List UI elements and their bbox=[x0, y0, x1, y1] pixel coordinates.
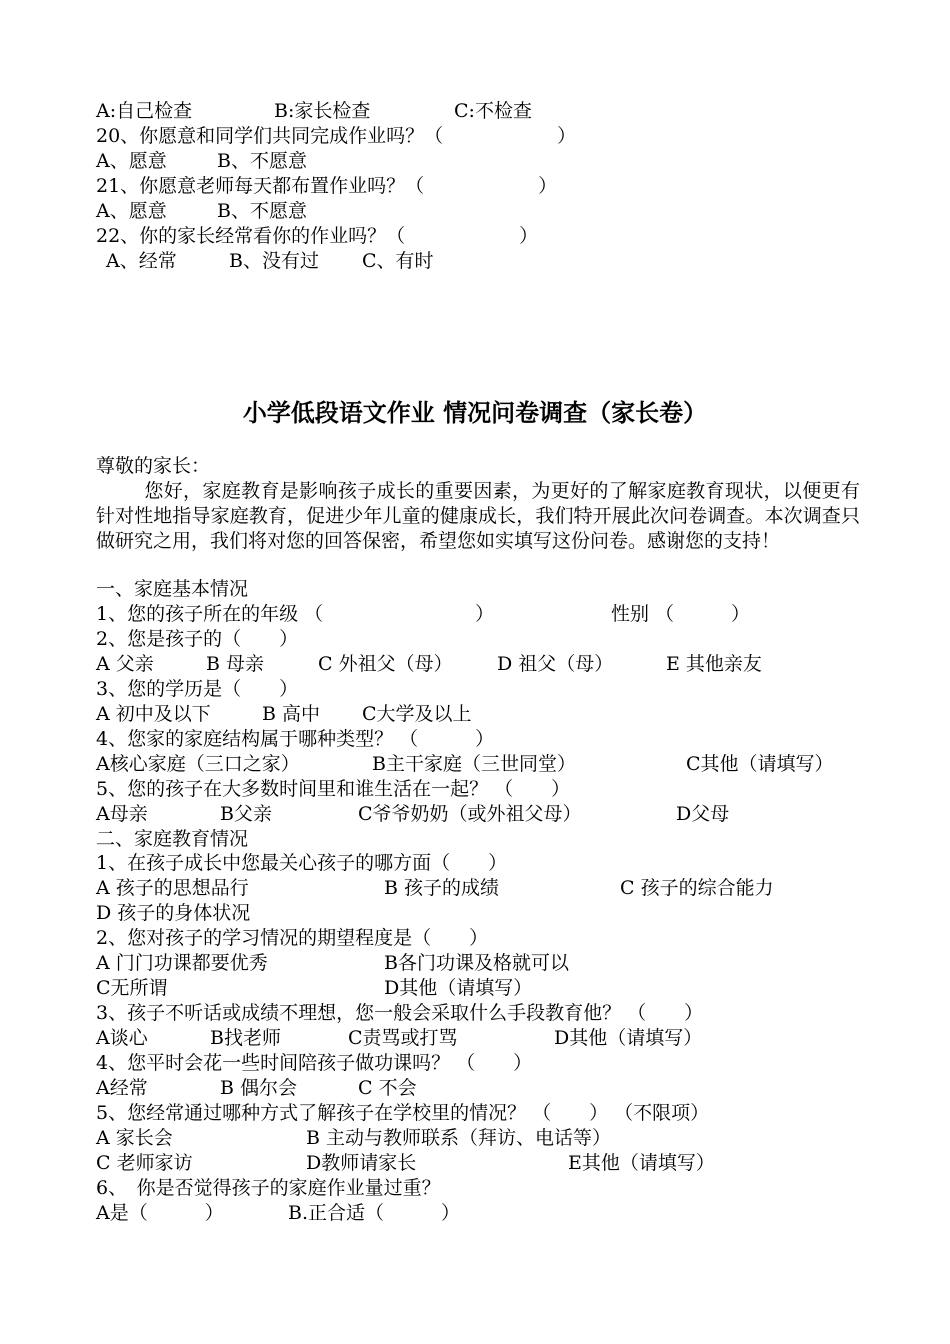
q21-text: 21、你愿意老师每天都布置作业吗？（ ） bbox=[96, 175, 558, 197]
section1-heading: 一、家庭基本情况 bbox=[96, 578, 249, 600]
greeting: 尊敬的家长： bbox=[96, 455, 211, 477]
q19-option-b: B:家长检查 bbox=[274, 100, 371, 122]
q22-options bbox=[96, 249, 434, 274]
s1q4-option-b: B主干家庭（三世同堂） bbox=[372, 753, 576, 775]
s1q5-option-c: C爷爷奶奶（或外祖父母） bbox=[358, 803, 582, 825]
s1q5-option-a: A母亲 bbox=[96, 803, 148, 825]
q22-text: 22、你的家长经常看你的作业吗？（ ） bbox=[96, 225, 539, 247]
s2q5-options-row2 bbox=[96, 1151, 715, 1176]
parent-survey-title: 小学低段语文作业 情况问卷调查（家长卷） bbox=[242, 399, 708, 427]
s1q4-option-a: A核心家庭（三口之家） bbox=[96, 753, 300, 775]
s1q1-text: 1、您的孩子所在的年级 （ ） bbox=[96, 603, 495, 625]
s1q5-option-b: B父亲 bbox=[220, 803, 272, 825]
s2q4-option-c: C 不会 bbox=[358, 1077, 417, 1099]
s1q2-option-d: D 祖父（母） bbox=[497, 653, 614, 675]
s2q1-option-d-line bbox=[96, 901, 251, 926]
s2q1-text: 1、在孩子成长中您最关心孩子的哪方面（ ） bbox=[96, 852, 508, 874]
s2q2-option-b: B各门功课及格就可以 bbox=[384, 952, 569, 974]
s2q2-option-c: C无所谓 bbox=[96, 977, 168, 999]
s2q2-text: 2、您对孩子的学习情况的期望程度是（ ） bbox=[96, 927, 489, 949]
s1q1-line bbox=[96, 602, 751, 627]
q21-option-b: B、不愿意 bbox=[217, 200, 307, 222]
s2q5-option-d: D教师请家长 bbox=[306, 1152, 417, 1174]
s2q1-option-a: A 孩子的思想品行 bbox=[96, 877, 249, 899]
s2q3-option-c: C责骂或打骂 bbox=[348, 1027, 458, 1049]
intro-text: 您好，家庭教育是影响孩子成长的重要因素，为更好的了解家庭教育现状，以便更有针对性地指导家庭教育，促进少年儿童的健康成长，我们特开展此次问卷调查。本次调查只做研究之用，我们将对您的回答保密，希望您如实填写这份问卷。感谢您的支持！ bbox=[96, 480, 860, 552]
s2q2-options-row1 bbox=[96, 951, 569, 976]
s2q5-option-e: E其他（请填写） bbox=[568, 1152, 715, 1174]
s2q1-option-b: B 孩子的成绩 bbox=[384, 877, 500, 899]
s2q3-option-a: A谈心 bbox=[96, 1027, 148, 1049]
q22-option-c: C、有时 bbox=[362, 250, 434, 272]
s2q3-option-b: B找老师 bbox=[210, 1027, 281, 1049]
s2q1-option-c: C 孩子的综合能力 bbox=[620, 877, 774, 899]
s2q2-option-a: A 门门功课都要优秀 bbox=[96, 952, 268, 974]
s2q3-options bbox=[96, 1026, 703, 1051]
s1q2-option-e: E 其他亲友 bbox=[666, 653, 762, 675]
s1q2-text: 2、您是孩子的（ ） bbox=[96, 628, 299, 650]
s2q5-option-b: B 主动与教师联系（拜访、电话等） bbox=[306, 1127, 612, 1149]
q20-text: 20、你愿意和同学们共同完成作业吗？（ ） bbox=[96, 125, 577, 147]
q22-option-b: B、没有过 bbox=[229, 250, 319, 272]
s1q2-options bbox=[96, 652, 762, 677]
q21-option-a: A、愿意 bbox=[96, 200, 167, 222]
section2-heading: 二、家庭教育情况 bbox=[96, 828, 249, 850]
s1q3-options bbox=[96, 702, 472, 727]
s2q1-options bbox=[96, 876, 774, 901]
s2q5-options-row1 bbox=[96, 1126, 612, 1151]
s1q5-text: 5、您的孩子在大多数时间里和谁生活在一起？ （ ） bbox=[96, 778, 571, 800]
q20-option-a: A、愿意 bbox=[96, 150, 167, 172]
s2q6-option-b: B.正合适（ ） bbox=[288, 1202, 461, 1224]
q20-options bbox=[96, 149, 307, 174]
s2q4-option-a: A经常 bbox=[96, 1077, 148, 1099]
q21-options bbox=[96, 199, 307, 224]
q19-option-c: C:不检查 bbox=[454, 100, 532, 122]
s2q6-option-a: A是（ ） bbox=[96, 1202, 224, 1224]
s2q3-text: 3、孩子不听话或成绩不理想，您一般会采取什么手段教育他？ （ ） bbox=[96, 1002, 704, 1024]
s2q5-text: 5、您经常通过哪种方式了解孩子在学校里的情况？ （ ） （不限项） bbox=[96, 1102, 710, 1124]
s1q3-option-b: B 高中 bbox=[262, 703, 321, 725]
s2q6-text: 6、 你是否觉得孩子的家庭作业量过重？ bbox=[96, 1177, 441, 1199]
s1q2-option-c: C 外祖父（母） bbox=[318, 653, 453, 675]
s2q4-text: 4、您平时会花一些时间陪孩子做功课吗？ （ ） bbox=[96, 1052, 533, 1074]
q19-option-a: A:自己检查 bbox=[96, 100, 193, 122]
s2q6-options bbox=[96, 1201, 461, 1226]
s1q4-option-c: C其他（请填写） bbox=[686, 753, 834, 775]
s2q2-options-row2 bbox=[96, 976, 533, 1001]
s2q4-options bbox=[96, 1076, 417, 1101]
q19-options bbox=[96, 99, 532, 124]
s1q4-text: 4、您家的家庭结构属于哪种类型？ （ ） bbox=[96, 728, 495, 750]
intro-paragraph bbox=[96, 479, 860, 554]
s1q5-option-d: D父母 bbox=[676, 803, 730, 825]
s2q5-option-a: A 家长会 bbox=[96, 1127, 173, 1149]
s1q4-options bbox=[96, 752, 834, 777]
s1q5-options bbox=[96, 802, 730, 827]
s2q2-option-d: D其他（请填写） bbox=[384, 977, 533, 999]
s1q2-option-b: B 母亲 bbox=[206, 653, 265, 675]
s1q3-option-a: A 初中及以下 bbox=[96, 703, 211, 725]
q20-option-b: B、不愿意 bbox=[217, 150, 307, 172]
s1q3-text: 3、您的学历是（ ） bbox=[96, 678, 299, 700]
s2q4-option-b: B 偶尔会 bbox=[220, 1077, 298, 1099]
s1q2-option-a: A 父亲 bbox=[96, 653, 154, 675]
s2q1-option-d: D 孩子的身体状况 bbox=[96, 902, 251, 924]
q22-option-a: A、经常 bbox=[106, 250, 177, 272]
s2q3-option-d: D其他（请填写） bbox=[554, 1027, 703, 1049]
s1q1-gender: 性别 （ ） bbox=[611, 603, 751, 625]
s1q3-option-c: C大学及以上 bbox=[362, 703, 472, 725]
s2q5-option-c: C 老师家访 bbox=[96, 1152, 193, 1174]
